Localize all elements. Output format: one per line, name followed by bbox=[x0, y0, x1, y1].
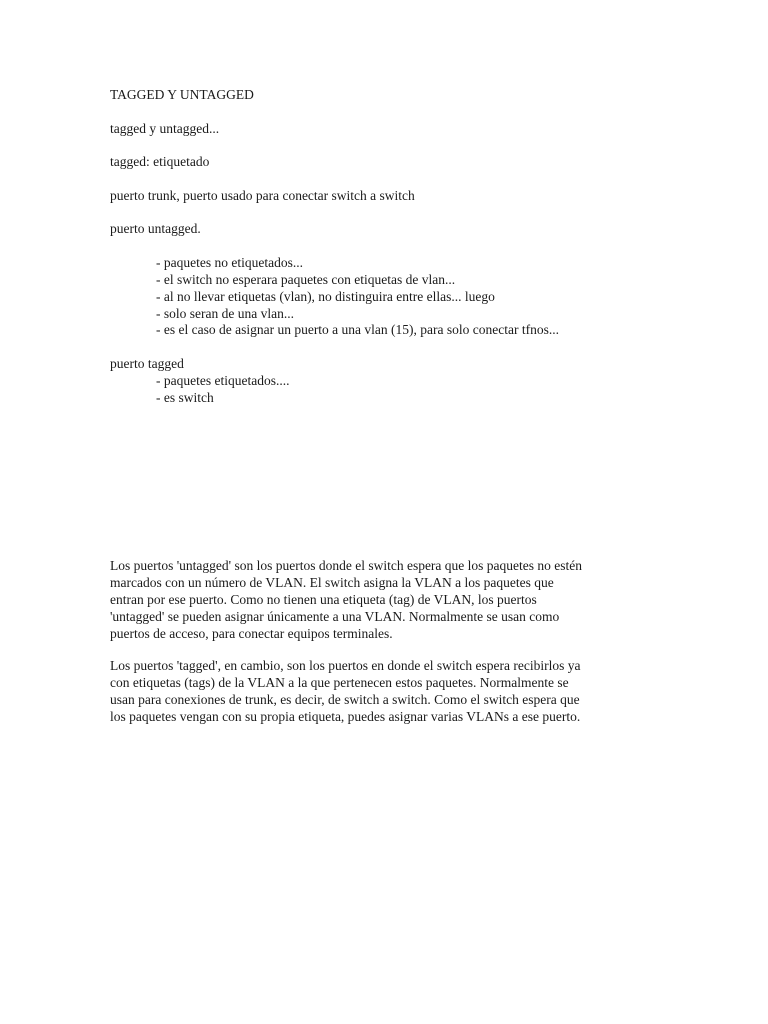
paragraph-line: los paquetes vengan con su propia etiqueta, puedes asignar varias VLANs a ese puerto. bbox=[110, 709, 581, 724]
paragraph-line: entran por ese puerto. Como no tienen una etiqueta (tag) de VLAN, los puertos bbox=[110, 592, 537, 607]
paragraph-line: usan para conexiones de trunk, es decir, de switch a switch. Como el switch espera que bbox=[110, 692, 580, 707]
tagged-item: - paquetes etiquetados.... bbox=[156, 373, 290, 388]
intro-line: tagged y untagged... bbox=[110, 121, 220, 136]
untagged-item: - el switch no esperara paquetes con etiquetas de vlan... bbox=[156, 272, 456, 287]
paragraph-line: Los puertos 'tagged', en cambio, son los puertos en donde el switch espera recibirlos ya bbox=[110, 658, 581, 673]
tagged-explanation-paragraph bbox=[110, 657, 670, 725]
paragraph-line: puertos de acceso, para conectar equipos terminales. bbox=[110, 626, 393, 641]
document-title: TAGGED Y UNTAGGED bbox=[110, 87, 254, 102]
definition-line: tagged: etiquetado bbox=[110, 154, 210, 169]
paragraph-line: con etiquetas (tags) de la VLAN a la que pertenecen estos paquetes. Normalmente se bbox=[110, 675, 569, 690]
untagged-item: - es el caso de asignar un puerto a una vlan (15), para solo conectar tfnos... bbox=[156, 322, 559, 337]
untagged-item: - al no llevar etiquetas (vlan), no distinguira entre ellas... luego bbox=[156, 289, 495, 304]
trunk-line: puerto trunk, puerto usado para conectar switch a switch bbox=[110, 188, 415, 203]
paragraph-line: 'untagged' se pueden asignar únicamente a una VLAN. Normalmente se usan como bbox=[110, 609, 560, 624]
tagged-heading: puerto tagged bbox=[110, 356, 184, 371]
paragraph-line: marcados con un número de VLAN. El switch asigna la VLAN a los paquetes que bbox=[110, 575, 554, 590]
untagged-item: - paquetes no etiquetados... bbox=[156, 255, 303, 270]
paragraph-line: Los puertos 'untagged' son los puertos donde el switch espera que los paquetes no estén bbox=[110, 558, 583, 573]
untagged-heading: puerto untagged. bbox=[110, 221, 201, 236]
untagged-explanation-paragraph bbox=[110, 557, 670, 642]
tagged-item: - es switch bbox=[156, 390, 214, 405]
untagged-item: - solo seran de una vlan... bbox=[156, 306, 294, 321]
